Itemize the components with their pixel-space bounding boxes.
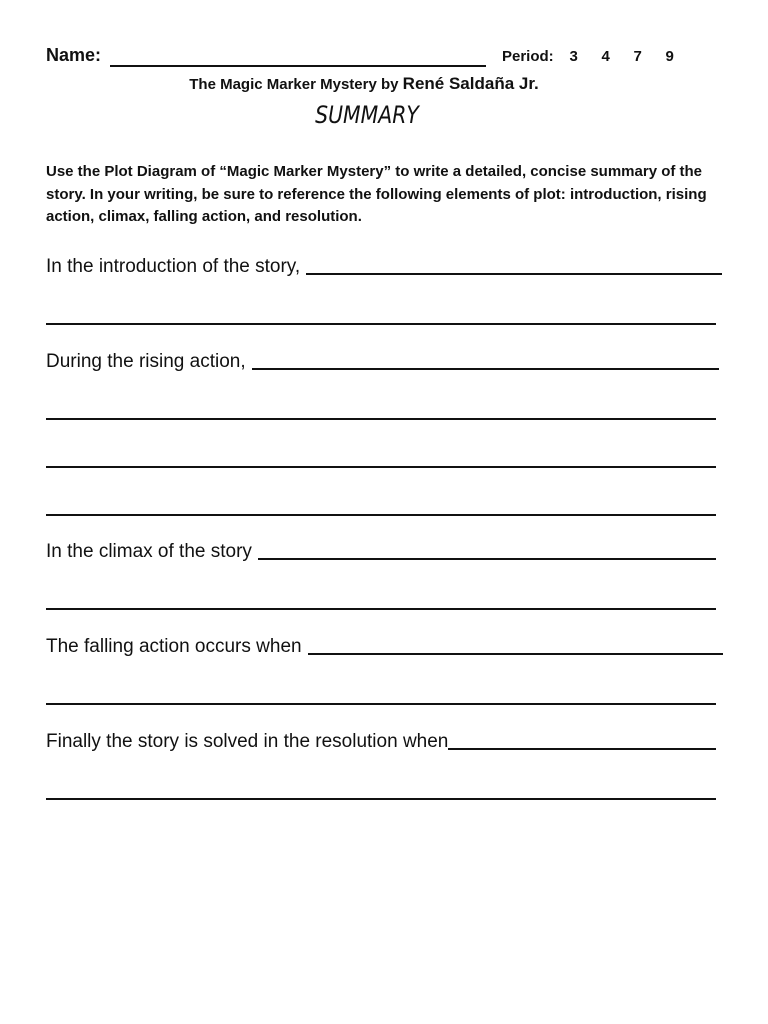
falling-action-answer-line-2[interactable] <box>46 703 716 705</box>
resolution-answer-line[interactable] <box>448 748 716 750</box>
name-label: Name: <box>46 45 102 65</box>
story-author: René Saldaña Jr. <box>402 74 539 93</box>
climax-prompt: In the climax of the story <box>46 541 252 562</box>
resolution-answer-line-2[interactable] <box>46 798 716 800</box>
instructions-text: Use the Plot Diagram of “Magic Marker Mystery” to write a detailed, concise summary of the story. In your writing, be sure to reference the following elements of plot: introduction, rising action, climax, falling action, and resolution. <box>46 163 707 225</box>
story-subtitle <box>0 74 728 94</box>
period-option[interactable]: 3 <box>569 48 578 65</box>
introduction-prompt-row <box>46 256 722 278</box>
story-title-text: The Magic Marker Mystery by <box>189 76 399 93</box>
introduction-answer-line-2[interactable] <box>46 323 716 325</box>
name-field-line[interactable] <box>110 65 486 67</box>
resolution-prompt: Finally the story is solved in the resolution when <box>46 731 449 752</box>
period-option[interactable]: 7 <box>633 48 642 65</box>
introduction-prompt: In the introduction of the story, <box>46 256 301 277</box>
rising-action-answer-line[interactable] <box>252 368 719 370</box>
period-option[interactable]: 4 <box>601 48 610 65</box>
falling-action-prompt: The falling action occurs when <box>46 636 302 657</box>
period-label: Period: <box>502 48 554 65</box>
rising-action-prompt-row <box>46 351 719 373</box>
climax-answer-line[interactable] <box>258 558 716 560</box>
period-option[interactable]: 9 <box>665 48 674 65</box>
period-selector <box>502 48 686 65</box>
page-title: SUMMARY <box>315 101 419 129</box>
rising-action-answer-line-2[interactable] <box>46 418 716 420</box>
climax-answer-line-2[interactable] <box>46 608 716 610</box>
introduction-answer-line[interactable] <box>306 273 722 275</box>
rising-action-answer-line-3[interactable] <box>46 466 716 468</box>
rising-action-prompt: During the rising action, <box>46 351 246 372</box>
falling-action-prompt-row <box>46 636 723 658</box>
falling-action-answer-line[interactable] <box>308 653 723 655</box>
climax-prompt-row <box>46 541 716 563</box>
rising-action-answer-line-4[interactable] <box>46 514 716 516</box>
resolution-prompt-row <box>46 731 716 753</box>
